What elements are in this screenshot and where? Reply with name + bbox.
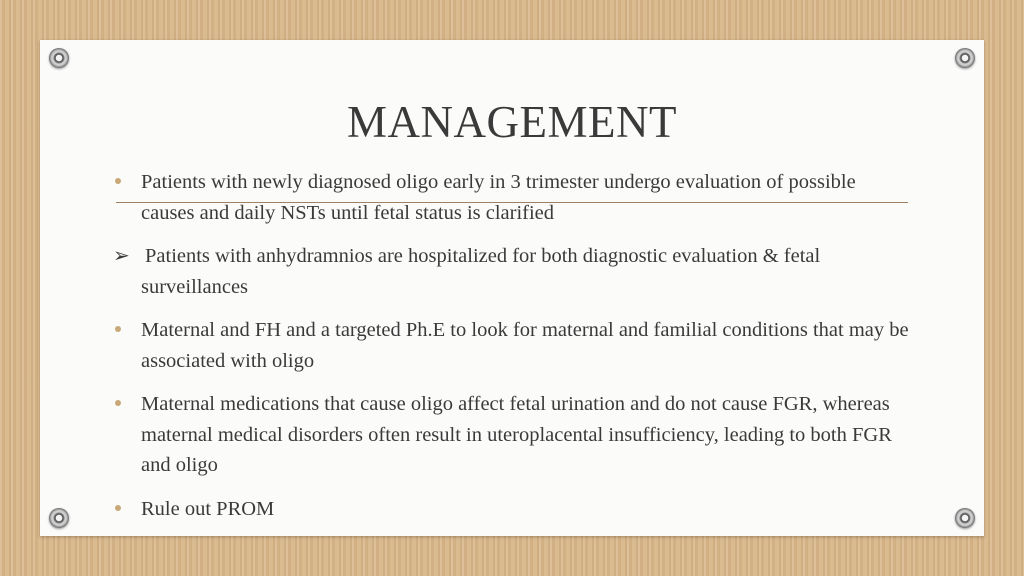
bullet-text: Patients with newly diagnosed oligo early in 3 trimester undergo evaluation of possible causes and daily NSTs until fetal status is clarified (141, 171, 856, 224)
bullet-text: Patients with anhydramnios are hospitalized for both diagnostic evaluation & fetal surveillances (141, 245, 821, 298)
bullet-text: Maternal medications that cause oligo affect fetal urination and do not cause FGR, whereas maternal medical disorders often result in uteroplacental insufficiency, leading to both FGR and oligo (141, 393, 892, 476)
arrow-bullet-icon: ➢ (113, 245, 130, 267)
bullet-dot-icon (115, 326, 121, 332)
thumbtack-icon (955, 508, 975, 528)
thumbtack-icon (49, 508, 69, 528)
bullet-item (113, 315, 913, 376)
bullet-list (113, 167, 913, 537)
bullet-text: Rule out PROM (141, 497, 275, 520)
thumbtack-icon (49, 48, 69, 68)
bullet-item (113, 167, 913, 228)
slide-title: MANAGEMENT (347, 97, 677, 147)
bullet-item (113, 494, 913, 525)
bullet-dot-icon (115, 178, 121, 184)
bullet-item (113, 241, 913, 302)
bullet-dot-icon (115, 400, 121, 406)
thumbtack-icon (955, 48, 975, 68)
bullet-item (113, 389, 913, 481)
bullet-text: Maternal and FH and a targeted Ph.E to look for maternal and familial conditions that may be associated with oligo (141, 319, 909, 372)
bullet-dot-icon (115, 505, 121, 511)
